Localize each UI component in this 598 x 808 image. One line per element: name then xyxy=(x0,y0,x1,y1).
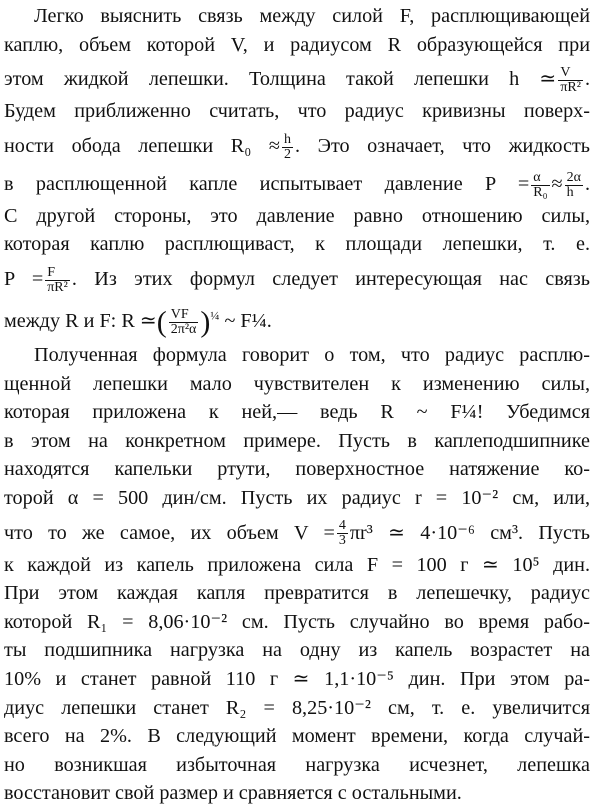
text-line: всего на 2%. В следующий момент времени, когда случай- xyxy=(4,725,590,748)
text-line: находятся капельки ртути, поверхностное натяжение ко- xyxy=(4,458,590,481)
fraction-numerator: F xyxy=(45,266,70,281)
fraction xyxy=(45,266,70,295)
fraction xyxy=(337,519,348,548)
text-line xyxy=(4,259,590,297)
text-line: в этом на конкретном примере. Пусть в каплеподшипнике xyxy=(4,429,590,452)
paragraph-2 xyxy=(4,341,590,808)
text-line xyxy=(4,164,590,202)
fraction xyxy=(282,133,293,162)
text-line xyxy=(4,297,590,341)
text-span: . Это означает, что жидкость xyxy=(294,134,590,157)
fraction-numerator: α xyxy=(531,171,549,186)
text-line: щенной лепешки мало чувствителен к изменению силы, xyxy=(4,372,590,395)
fraction-denominator: R₀ xyxy=(533,184,548,200)
exponent: ¼ xyxy=(210,308,220,323)
text-span: в расплющенной капле испытывает давление P = xyxy=(4,172,530,195)
fraction xyxy=(558,66,583,95)
text-line: Легко выяснить связь между силой F, расплющивающей xyxy=(34,5,590,27)
fraction-denominator: 3 xyxy=(338,533,346,549)
text-line: ты подшипника нагрузка на одну из капель возрастет на xyxy=(4,639,590,662)
text-line: каплю, объем которой V, и радиусом R образующейся при xyxy=(4,33,590,56)
text-span: этом жидкой лепешки. Толщина такой лепешки h ≃ xyxy=(4,68,557,91)
paragraph-1 xyxy=(4,2,590,341)
text-span: ~ F¼. xyxy=(224,309,272,332)
text-line: торой α = 500 дин/см. Пусть их радиус r = 10⁻² см, или, xyxy=(4,486,590,509)
text-line: которая каплю расплющиваст, к площади лепешки, т. е. xyxy=(4,233,590,256)
fraction xyxy=(565,171,583,200)
fraction-denominator: 2π²α xyxy=(170,321,197,337)
open-paren: ( xyxy=(156,305,167,339)
text-line: но возникшая избыточная нагрузка исчезнет, лепешка xyxy=(4,753,590,776)
text-span: ности обода лепешки R₀ ≈ xyxy=(4,134,280,157)
text-span: . xyxy=(584,68,590,91)
text-line: которой R₁ = 8,06·10⁻² см. Пусть случайно во время рабо- xyxy=(4,610,590,633)
fraction-numerator: V xyxy=(558,66,583,81)
fraction-denominator: πR² xyxy=(560,80,581,96)
text-span: ≈ xyxy=(551,172,563,195)
close-paren: ) xyxy=(200,305,211,339)
text-span: между R и F: R ≃ xyxy=(4,309,157,332)
text-line xyxy=(4,513,590,551)
text-line: к каждой из капель приложена сила F = 100 г ≃ 10⁵ дин. xyxy=(4,553,590,576)
text-line xyxy=(4,59,590,97)
fraction-numerator: VF xyxy=(169,308,199,323)
text-line: С другой стороны, это давление равно отношению силы, xyxy=(4,204,590,227)
text-line: Полученная формула говорит о том, что радиус расплю- xyxy=(34,343,590,366)
fraction-denominator: πR² xyxy=(47,279,68,295)
text-line: диус лепешки станет R₂ = 8,25·10⁻² см, т. е. увеличится xyxy=(4,696,590,719)
fraction xyxy=(531,171,549,200)
fraction-numerator: 4 xyxy=(338,518,346,534)
text-span: P = xyxy=(4,267,44,290)
text-line: Будем приближенно считать, что радиус кривизны поверх- xyxy=(4,100,590,123)
fraction-numerator: 2α xyxy=(566,169,581,185)
text-line: 10% и станет равной 110 г ≃ 1,1·10⁻⁵ дин. При этом ра- xyxy=(4,667,590,690)
text-line xyxy=(4,126,590,164)
text-line: которая приложена к ней,— ведь R ~ F¼! Убедимся xyxy=(4,401,590,424)
fraction-denominator: 2 xyxy=(283,146,291,162)
text-line: При этом каждая капля превратится в лепешечку, радиус xyxy=(4,582,590,605)
text-span: . Из этих формул следует интересующая нас связь xyxy=(71,267,590,290)
text-span: . xyxy=(584,172,590,195)
fraction xyxy=(169,308,199,337)
text-span: πr³ ≃ 4·10⁻⁶ см³. Пусть xyxy=(349,521,590,544)
fraction-numerator: h xyxy=(283,131,291,147)
text-span: что то же самое, их объем V = xyxy=(4,521,335,544)
fraction-denominator: h xyxy=(566,184,574,200)
text-line: восстановит свой размер и сравняется с остальными. xyxy=(4,782,462,805)
